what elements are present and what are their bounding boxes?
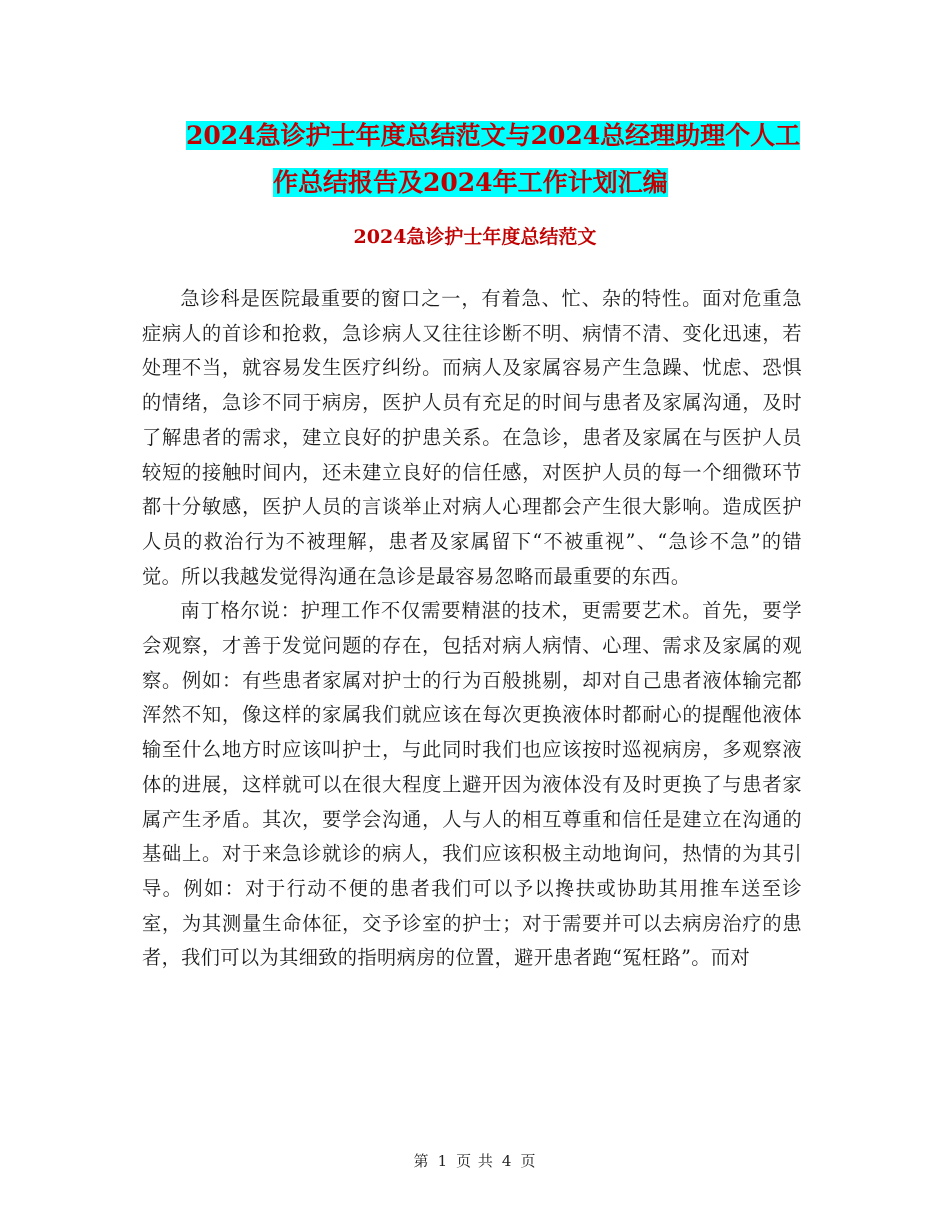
body-text xyxy=(142,282,802,976)
document-title-line-1 xyxy=(140,112,850,159)
footer-prefix: 第 xyxy=(413,1152,430,1170)
footer-page-number: 1 xyxy=(437,1152,449,1170)
document-title xyxy=(140,112,850,206)
document-title-line-2 xyxy=(140,159,850,206)
paragraph-1: 急诊科是医院最重要的窗口之一，有着急、忙、杂的特性。面对危重急症病人的首诊和抢救，急诊病人又往往诊断不明、病情不清、变化迅速，若处理不当，就容易发生医疗纠纷。而病人及家属容易产生急躁、忧虑、恐惧的情绪，急诊不同于病房，医护人员有充足的时间与患者及家属沟通，及时了解患者的需求，建立良好的护患关系。在急诊，患者及家属在与医护人员较短的接触时间内，还未建立良好的信任感，对医护人员的每一个细微环节都十分敏感，医护人员的言谈举止对病人心理都会产生很大影响。造成医护人员的救治行为不被理解，患者及家属留下“不被重视”、“急诊不急”的错觉。所以我越发觉得沟通在急诊是最容易忽略而最重要的东西。 xyxy=(142,287,802,588)
title-line-2-text: 作总结报告及2024年工作计划汇编 xyxy=(273,168,668,197)
title-line-1-text: 2024急诊护士年度总结范文与2024总经理助理个人工 xyxy=(186,121,801,150)
paragraph-2: 南丁格尔说：护理工作不仅需要精湛的技术，更需要艺术。首先，要学会观察，才善于发觉问题的存在，包括对病人病情、心理、需求及家属的观察。例如：有些患者家属对护士的行为百般挑剔，却对自己患者液体输完都浑然不知，像这样的家属我们就应该在每次更换液体时都耐心的提醒他液体输至什么地方时应该叫护士，与此同时我们也应该按时巡视病房，多观察液体的进展，这样就可以在很大程度上避开因为液体没有及时更换了与患者家属产生矛盾。其次，要学会沟通，人与人的相互尊重和信任是建立在沟通的基础上。对于来急诊就诊的病人，我们应该积极主动地询问，热情的为其引导。例如：对于行动不便的患者我们可以予以搀扶或协助其用推车送至诊室，为其测量生命体征，交予诊室的护士；对于需要并可以去病房治疗的患者，我们可以为其细致的指明病房的位置，避开患者跑“冤枉路”。而对 xyxy=(142,599,802,970)
page-footer xyxy=(0,1150,950,1171)
footer-total-pages: 4 xyxy=(501,1152,513,1170)
footer-suffix: 页 xyxy=(520,1152,537,1170)
footer-middle: 页 共 xyxy=(456,1152,494,1170)
section-heading: 2024急诊护士年度总结范文 xyxy=(353,226,597,248)
